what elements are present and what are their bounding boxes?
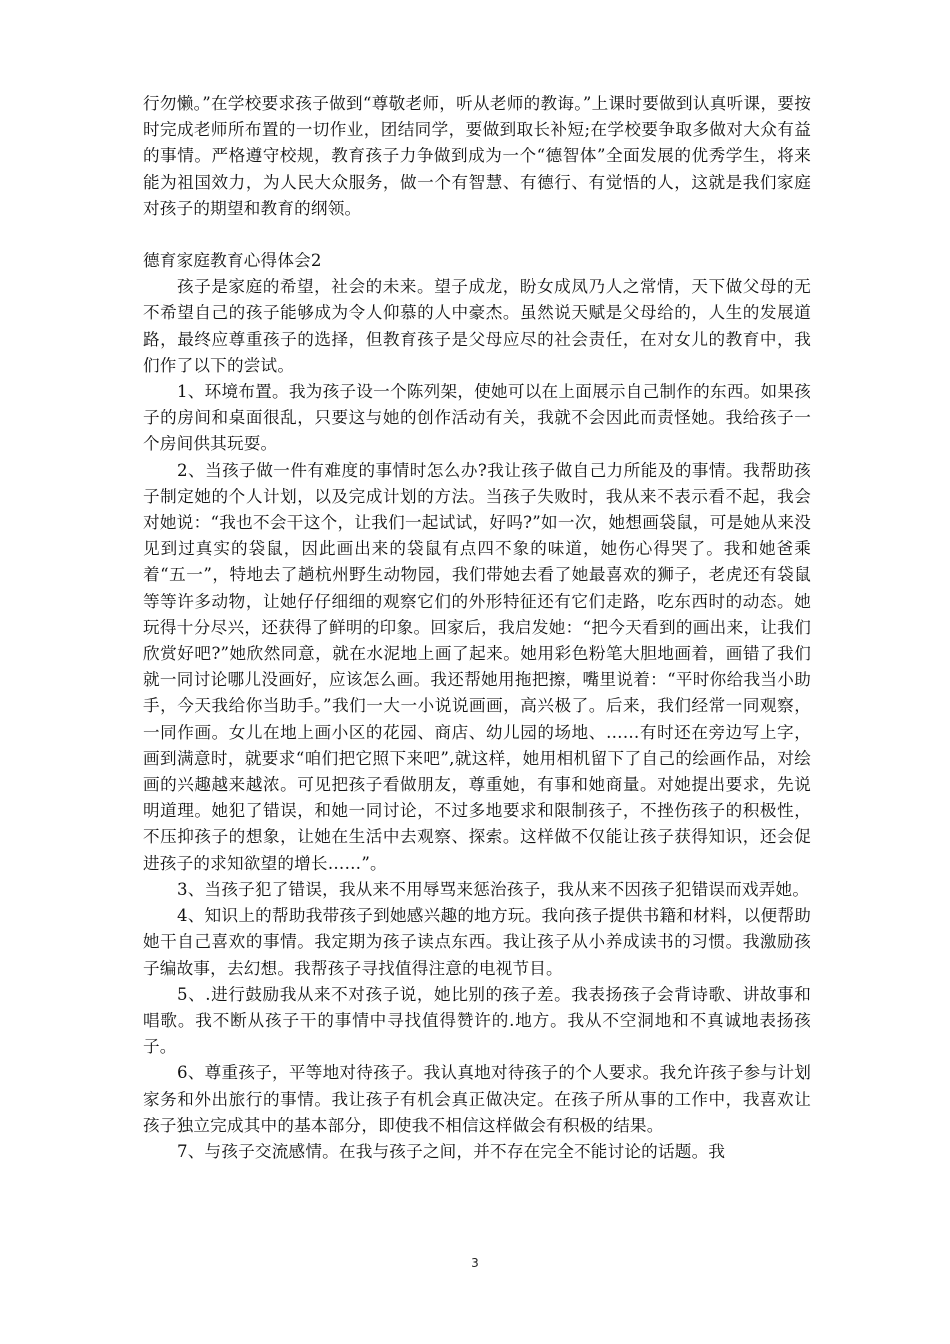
paragraph-item-1: 1、环境布置。我为孩子设一个陈列架，使她可以在上面展示自己制作的东西。如果孩子的房间和桌面很乱，只要这与她的创作活动有关，我就不会因此而责怪她。我给孩子一个房间供其玩耍。 bbox=[143, 382, 811, 454]
paragraph-intro: 孩子是家庭的希望，社会的未来。望子成龙，盼女成凤乃人之常情，天下做父母的无不希望自己的孩子能够成为令人仰慕的人中豪杰。虽然说天赋是父母给的，人生的发展道路，最终应尊重孩子的选择，但教育孩子是父母应尽的社会责任，在对女儿的教育中，我们作了以下的尝试。 bbox=[143, 277, 811, 375]
paragraph-item-7: 7、与孩子交流感情。在我与孩子之间，并不存在完全不能讨论的话题。我 bbox=[177, 1141, 726, 1161]
continued-paragraph: 行勿懒。”在学校要求孩子做到“尊敬老师，听从老师的教诲。”上课时要做到认真听课，要按时完成老师所布置的一切作业，团结同学，要做到取长补短;在学校要争取多做对大众有益的事情。严格遵守校规，教育孩子力争做到成为一个“德智体”全面发展的优秀学生，将来能为祖国效力，为人民大众服务，做一个有智慧、有德行、有觉悟的人，这就是我们家庭对孩子的期望和教育的纲领。 bbox=[143, 94, 811, 218]
page-number: 3 bbox=[471, 1256, 479, 1270]
paragraph-item-5: 5、.进行鼓励我从来不对孩子说，她比别的孩子差。我表扬孩子会背诗歌、讲故事和唱歌。我不断从孩子干的事情中寻找值得赞许的.地方。我从不空洞地和不真诚地表扬孩子。 bbox=[143, 984, 811, 1057]
paragraph-item-6: 6、尊重孩子，平等地对待孩子。我认真地对待孩子的个人要求。我允许孩子参与计划家务和外出旅行的事情。我让孩子有机会真正做决定。在孩子所从事的工作中，我喜欢让孩子独立完成其中的基本部分，即使我不相信这样做会有积极的结果。 bbox=[143, 1063, 811, 1135]
document-body bbox=[143, 91, 811, 1165]
section-title: 德育家庭教育心得体会2 bbox=[143, 251, 322, 271]
paragraph-item-4: 4、知识上的帮助我带孩子到她感兴趣的地方玩。我向孩子提供书籍和材料，以便帮助她干自己喜欢的事情。我定期为孩子读点东西。我让孩子从小养成读书的习惯。我激励孩子编故事，去幻想。我帮孩子寻找值得注意的电视节目。 bbox=[143, 906, 811, 978]
paragraph-item-2: 2、当孩子做一件有难度的事情时怎么办?我让孩子做自己力所能及的事情。我帮助孩子制定她的个人计划，以及完成计划的方法。当孩子失败时，我从来不表示看不起，我会对她说：“我也不会干这个，让我们一起试试，好吗?”如一次，她想画袋鼠，可是她从来没见到过真实的袋鼠，因此画出来的袋鼠有点四不象的味道，她伤心得哭了。我和她爸乘着“五一”，特地去了趟杭州野生动物园，我们带她去看了她最喜欢的狮子，老虎还有袋鼠等等许多动物，让她仔仔细细的观察它们的外形特征还有它们走路，吃东西时的动态。她玩得十分尽兴，还获得了鲜明的印象。回家后，我启发她：“把今天看到的画出来，让我们欣赏好吧?”她欣然同意，就在水泥地上画了起来。她用彩色粉笔大胆地画着，画错了我们就一同讨论哪儿没画好，应该怎么画。我还帮她用拖把擦，嘴里说着：“平时你给我当小助手，今天我给你当助手。”我们一大一小说说画画，高兴极了。后来，我们经常一同观察，一同作画。女儿在地上画小区的花园、商店、幼儿园的场地、……有时还在旁边写上字，画到满意时，就要求“咱们把它照下来吧”,就这样，她用相机留下了自己的绘画作品，对绘画的兴趣越来越浓。可见把孩子看做朋友，尊重她，有事和她商量。对她提出要求，先说明道理。她犯了错误，和她一同讨论，不过多地要求和限制孩子，不挫伤孩子的积极性，不压抑孩子的想象，让她在生活中去观察、探索。这样做不仅能让孩子获得知识，还会促进孩子的求知欲望的增长……”。 bbox=[143, 460, 811, 873]
paragraph-item-3: 3、当孩子犯了错误，我从来不用辱骂来惩治孩子，我从来不因孩子犯错误而戏弄她。 bbox=[177, 879, 810, 899]
